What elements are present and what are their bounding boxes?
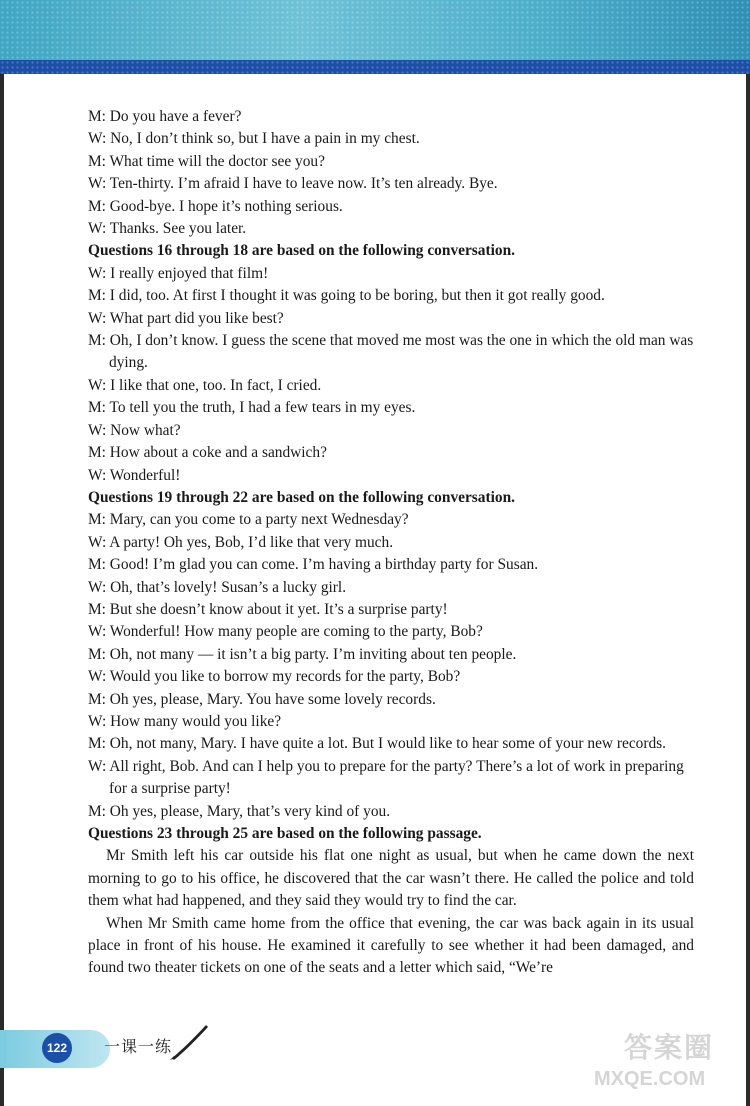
dialogue-line: W: A party! Oh yes, Bob, I’d like that very much. xyxy=(88,533,394,551)
dialogue-line: M: Mary, can you come to a party next Wednesday? xyxy=(88,511,409,529)
page-footer xyxy=(0,1020,750,1106)
dialogue-line: M: What time will the doctor see you? xyxy=(88,152,325,170)
dialogue-line: W: All right, Bob. And can I help you to prepare for the party? There’s a lot of work in preparing for a surprise party! xyxy=(88,757,684,798)
header-stripe xyxy=(0,60,750,74)
dialogue-line: W: Thanks. See you later. xyxy=(88,220,247,238)
dialogue-line: M: Oh yes, please, Mary. You have some lovely records. xyxy=(88,690,436,708)
dialogue-line: W: What part did you like best? xyxy=(88,309,284,327)
pen-icon xyxy=(168,1022,210,1062)
watermark-logo-text: 答案圈 xyxy=(624,1031,715,1064)
dialogue-line: W: How many would you like? xyxy=(88,712,282,730)
page-number: 122 xyxy=(42,1033,72,1063)
dialogue-line: W: No, I don’t think so, but I have a pain in my chest. xyxy=(88,130,420,148)
transcript-body xyxy=(88,106,694,980)
dialogue-line: M: I did, too. At first I thought it was going to be boring, but then it got really good. xyxy=(88,287,605,305)
dialogue-line: M: How about a coke and a sandwich? xyxy=(88,444,327,462)
dialogue-line: W: Wonderful! How many people are coming to the party, Bob? xyxy=(88,623,483,641)
section-heading: Questions 19 through 22 are based on the following conversation. xyxy=(88,488,515,506)
site-watermark xyxy=(588,1020,748,1106)
dialogue-line: M: Oh yes, please, Mary, that’s very kind of you. xyxy=(88,802,391,820)
header-banner xyxy=(0,0,750,74)
section-heading: Questions 16 through 18 are based on the following conversation. xyxy=(88,242,515,260)
dialogue-line: W: Would you like to borrow my records for the party, Bob? xyxy=(88,668,461,686)
dialogue-line: W: Wonderful! xyxy=(88,466,181,484)
dialogue-line: M: To tell you the truth, I had a few tears in my eyes. xyxy=(88,399,416,417)
page-edge-left xyxy=(0,74,4,1106)
page-edge-right xyxy=(746,74,750,1106)
dialogue-line: M: Oh, I don’t know. I guess the scene that moved me most was the one in which the old man was dying. xyxy=(88,332,694,372)
dialogue-line: M: Oh, not many, Mary. I have quite a lot. But I would like to hear some of your new records. xyxy=(88,735,667,753)
dialogue-line: M: Do you have a fever? xyxy=(88,108,242,125)
dialogue-line: W: I like that one, too. In fact, I cried. xyxy=(88,376,322,394)
series-brand: 一课一练 xyxy=(104,1037,173,1056)
dialogue-line: M: Oh, not many — it isn’t a big party. I’m inviting about ten people. xyxy=(88,645,517,663)
dialogue-line: W: I really enjoyed that film! xyxy=(88,264,269,282)
dialogue-line: W: Ten-thirty. I’m afraid I have to leave now. It’s ten already. Bye. xyxy=(88,175,498,193)
dialogue-line: W: Oh, that’s lovely! Susan’s a lucky girl. xyxy=(88,578,347,596)
passage-paragraph: When Mr Smith came home from the office that evening, the car was back again in its usual place in front of his house. He examined it carefully to see whether it had been damaged, and found two theater tickets on one of the seats and a letter which said, “We’re xyxy=(88,914,694,977)
dialogue-line: M: Good-bye. I hope it’s nothing serious. xyxy=(88,197,343,215)
passage-paragraph: Mr Smith left his car outside his flat one night as usual, but when he came down the next morning to go to his office, he discovered that the car wasn’t there. He called the police and told them what had happened, and they said they would try to find the car. xyxy=(88,847,694,910)
dialogue-line: M: But she doesn’t know about it yet. It’s a surprise party! xyxy=(88,600,448,618)
section-heading: Questions 23 through 25 are based on the following passage. xyxy=(88,825,482,842)
dialogue-line: W: Now what? xyxy=(88,421,181,439)
dialogue-line: M: Good! I’m glad you can come. I’m having a birthday party for Susan. xyxy=(88,556,539,574)
watermark-url: MXQE.COM xyxy=(594,1068,706,1090)
